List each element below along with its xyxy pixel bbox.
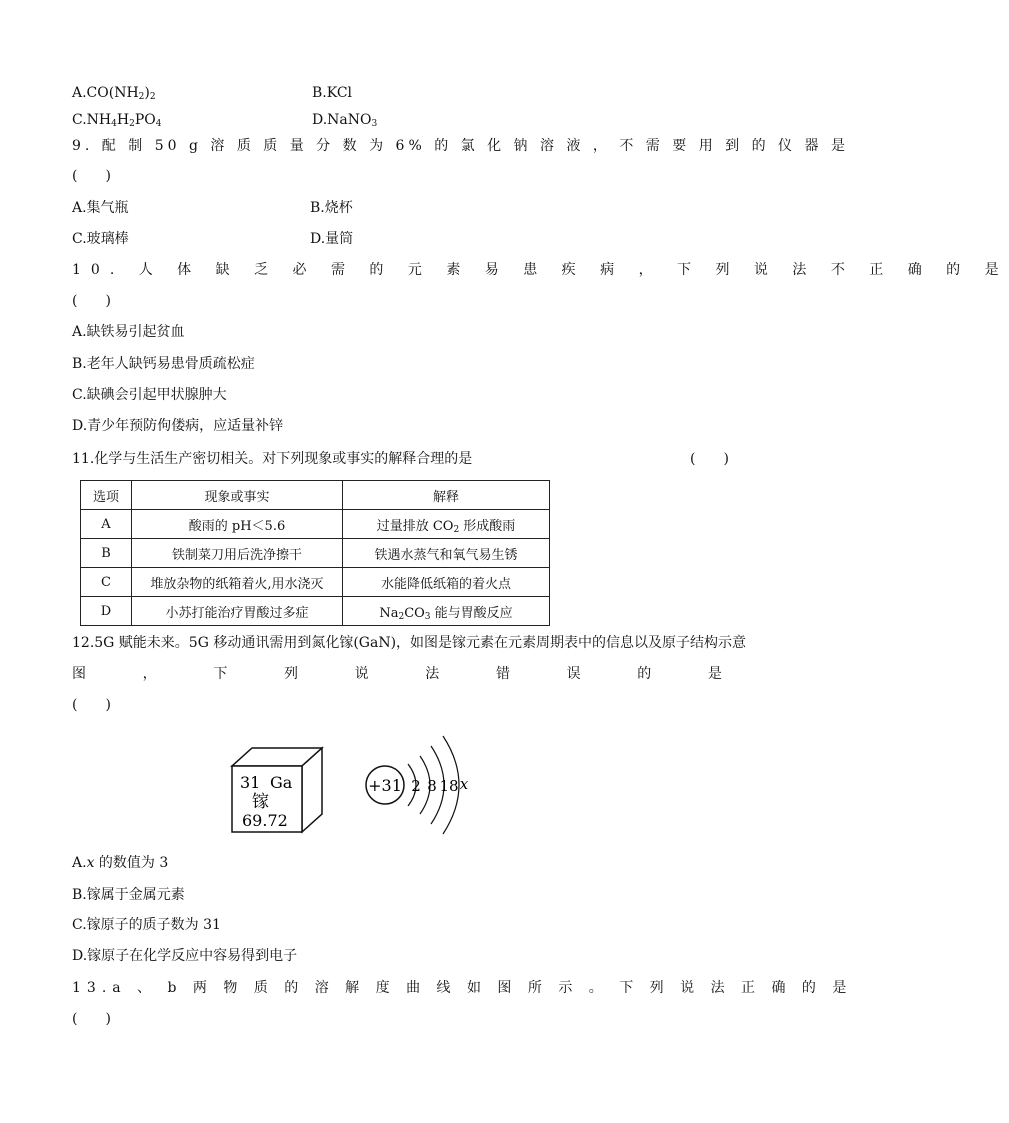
table-row (81, 539, 550, 568)
element-cell (232, 748, 322, 832)
element-name: 镓 (252, 792, 269, 812)
q12-stem-char: 列 (283, 666, 298, 682)
q10-option-d: D.青少年预防佝偻病，应适量补锌 (72, 418, 284, 434)
q9-option-d: D.量筒 (310, 231, 354, 247)
q12-stem-char: 法 (425, 666, 440, 682)
q10-stem: 10. 人 体 缺 乏 必 需 的 元 素 易 患 疾 病 ， 下 列 说 法 不 正 确 的 是 (72, 262, 1009, 278)
q12-option-d: D.镓原子在化学反应中容易得到电子 (72, 948, 298, 964)
q10-option-a: A.缺铁易引起贫血 (72, 324, 185, 340)
table-cell-option: B (81, 539, 132, 568)
table-cell-explanation: 铁遇水蒸气和氧气易生锈 (343, 539, 550, 568)
table-cell-fact: 铁制菜刀用后洗净擦干 (132, 539, 343, 568)
q12-stem-line2 (72, 665, 722, 683)
table-cell-fact: 堆放杂物的纸箱着火,用水浇灭 (132, 568, 343, 597)
q12-stem-char: ， (142, 666, 157, 682)
q12-stem-char: 说 (354, 666, 369, 682)
shell-electron-count: 2 (411, 777, 421, 795)
q9-stem: 9. 配 制 50 g 溶 质 质 量 分 数 为 6% 的 氯 化 钠 溶 液 ， 不 需 要 用 到 的 仪 器 是 (72, 138, 849, 154)
table-cell-option: D (81, 597, 132, 626)
table-row (81, 597, 550, 626)
atomic-number: 31 (240, 773, 261, 792)
q9-bracket: ( ) (72, 168, 111, 184)
table-cell-fact: 小苏打能治疗胃酸过多症 (132, 597, 343, 626)
q8-option-b: B.KCl (312, 85, 353, 101)
shell-electron-count: x (459, 775, 469, 793)
q12-option-a: A.x 的数值为 3 (72, 855, 169, 871)
element-symbol: Ga (270, 773, 293, 792)
atom-structure-diagram (366, 736, 469, 834)
table-row (81, 568, 550, 597)
table-row (81, 510, 550, 539)
q8-option-c: $C.NH_4H_2PO_4$ (72, 112, 162, 129)
table-header-row (81, 481, 550, 510)
q10-option-b: B.老年人缺钙易患骨质疏松症 (72, 356, 255, 372)
q9-option-a: A.集气瓶 (72, 200, 129, 216)
q12-bracket: ( ) (72, 697, 111, 713)
shell-electron-count: 18 (439, 777, 459, 795)
shell-electron-count: 8 (427, 777, 437, 795)
q12-stem-char: 是 (707, 666, 722, 682)
q8-option-a: $A.CO(NH_2)_2$ (72, 85, 156, 102)
table-cell-explanation: $Na_2CO_3$ 能与胃酸反应 (343, 597, 550, 626)
q8-option-d: D.NaNO$_3$ (312, 112, 378, 129)
q9-option-b: B.烧杯 (310, 200, 353, 216)
table-cell-option: A (81, 510, 132, 539)
q12-stem-char: 下 (213, 666, 228, 682)
q11-stem: 11.化学与生活生产密切相关。对下列现象或事实的解释合理的是 (72, 451, 473, 467)
q11-table (80, 480, 550, 626)
q12-stem-char: 的 (637, 666, 652, 682)
q13-stem: 13.a 、 b 两 物 质 的 溶 解 度 曲 线 如 图 所 示 。 下 列 说 法 正 确 的 是 (72, 980, 853, 996)
q10-bracket: ( ) (72, 293, 111, 309)
table-cell-fact: 酸雨的 pH＜5.6 (132, 510, 343, 539)
q12-option-b: B.镓属于金属元素 (72, 887, 185, 903)
table-cell-option: C (81, 568, 132, 597)
atomic-mass: 69.72 (242, 811, 288, 830)
gallium-figure (230, 730, 490, 840)
table-header-option: 选项 (81, 481, 132, 510)
q12-stem-char: 错 (495, 666, 510, 682)
q12-option-c: C.镓原子的质子数为 31 (72, 917, 221, 933)
q12-stem-line1: 12.5G 赋能未来。5G 移动通讯需用到氮化镓(GaN)，如图是镓元素在元素周期表中的信息以及原子结构示意 (72, 635, 747, 651)
q13-bracket: ( ) (72, 1011, 111, 1027)
q12-stem-char: 误 (566, 666, 581, 682)
q9-option-c: C.玻璃棒 (72, 231, 129, 247)
table-cell-explanation: 过量排放 $CO_2$ 形成酸雨 (343, 510, 550, 539)
q10-option-c: C.缺碘会引起甲状腺肿大 (72, 387, 227, 403)
table-cell-explanation: 水能降低纸箱的着火点 (343, 568, 550, 597)
q11-bracket: ( ) (690, 451, 729, 467)
table-header-explanation: 解释 (343, 481, 550, 510)
nucleus-charge: +31 (368, 776, 402, 795)
q12-stem-char: 图 (72, 666, 86, 682)
table-header-fact: 现象或事实 (132, 481, 343, 510)
